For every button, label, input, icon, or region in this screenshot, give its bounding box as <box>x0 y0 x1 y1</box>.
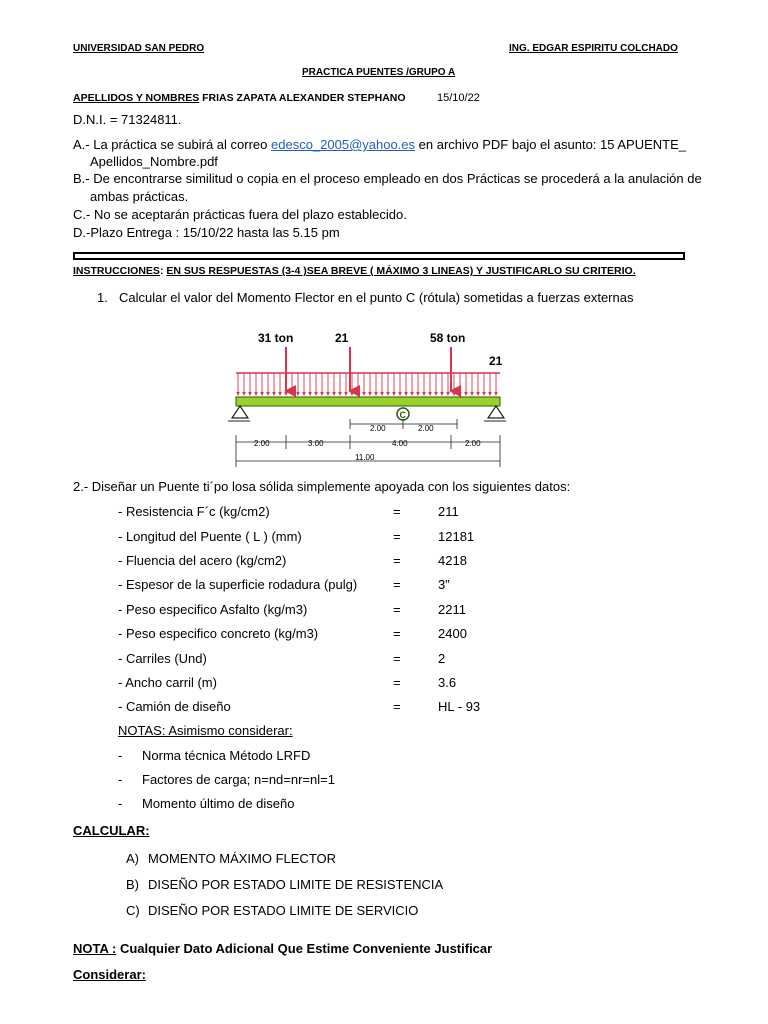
dni-line: D.N.I. = 71324811. <box>73 112 182 127</box>
dist-load-arrowhead <box>434 392 438 396</box>
dim-small-right: 2.00 <box>418 424 434 433</box>
calcular-item <box>126 877 444 892</box>
calcular-item <box>126 903 419 918</box>
separator-bar <box>73 252 685 260</box>
rule-d: D.-Plazo Entrega : 15/10/22 hasta las 5.15 pm <box>73 225 340 240</box>
instructions-text: EN SUS RESPUESTAS (3-4 )SEA BREVE ( MÁXIMO 3 LINEAS) Y JUSTIFICARLO SU CRITERIO. <box>166 265 636 277</box>
param-value: 3” <box>438 577 450 592</box>
professor-name: ING. EDGAR ESPIRITU COLCHADO <box>509 43 678 54</box>
param-row <box>118 553 467 568</box>
university-name: UNIVERSIDAD SAN PEDRO <box>73 43 205 54</box>
dist-load-arrowhead <box>440 392 444 396</box>
calcular-letter: B) <box>126 877 139 892</box>
dist-load-arrowhead <box>272 392 276 396</box>
dist-load-arrowhead <box>356 392 360 396</box>
dist-load-arrowhead <box>398 392 402 396</box>
beam <box>236 397 500 406</box>
dist-load-arrowhead <box>308 392 312 396</box>
note-text: Factores de carga; n=nd=nr=nl=1 <box>142 772 335 787</box>
dist-load-arrowhead <box>344 392 348 396</box>
param-value: HL - 93 <box>438 699 481 714</box>
dist-load-arrowhead <box>278 392 282 396</box>
param-row <box>118 577 450 592</box>
param-eq: = <box>393 577 401 592</box>
dim-label-3: 4.00 <box>392 439 408 448</box>
note-text: Momento último de diseño <box>142 796 295 811</box>
instructions <box>73 265 636 277</box>
dist-load-arrowhead <box>236 392 240 396</box>
dist-load-arrowhead <box>374 392 378 396</box>
dist-load-arrowhead <box>242 392 246 396</box>
note-text: Norma técnica Método LRFD <box>142 748 311 763</box>
email-link[interactable]: edesco_2005@yahoo.es <box>271 137 416 152</box>
dist-load-arrowhead <box>476 392 480 396</box>
page-title: PRACTICA PUENTES /GRUPO A <box>302 67 456 78</box>
dist-load-arrowhead <box>386 392 390 396</box>
dist-load-arrowhead <box>290 392 294 396</box>
param-value: 2 <box>438 651 446 666</box>
param-value: 2211 <box>438 602 466 617</box>
dim-label-1: 2.00 <box>254 439 270 448</box>
dim-label-4: 2.00 <box>465 439 481 448</box>
calcular-text: MOMENTO MÁXIMO FLECTOR <box>148 851 337 866</box>
dist-load-arrowhead <box>362 392 366 396</box>
q2-text: 2.- Diseñar un Puente ti´po losa sólida simplemente apoyada con los siguientes datos: <box>73 479 571 494</box>
note-item <box>118 772 335 787</box>
param-row <box>118 675 457 690</box>
param-eq: = <box>393 504 401 519</box>
param-row <box>118 699 481 714</box>
param-eq: = <box>393 626 401 641</box>
dist-load-arrowhead <box>302 392 306 396</box>
param-label: - Peso especifico Asfalto (kg/m3) <box>118 602 308 617</box>
dist-load-arrowhead <box>446 392 450 396</box>
student-name: FRIAS ZAPATA ALEXANDER STEPHANO <box>202 92 406 104</box>
dist-load-arrowhead <box>248 392 252 396</box>
param-eq: = <box>393 699 401 714</box>
notes-rest: Asimismo considerar: <box>165 723 293 738</box>
dist-load-arrowhead <box>350 392 354 396</box>
dist-load-arrowhead <box>422 392 426 396</box>
considerar-heading: Considerar: <box>73 967 146 982</box>
distributed-load-arrows <box>236 373 498 396</box>
dist-load-arrowhead <box>326 392 330 396</box>
param-label: - Espesor de la superficie rodadura (pulg) <box>118 577 358 592</box>
beam-diagram <box>220 325 525 470</box>
dist-load-arrowhead <box>260 392 264 396</box>
calcular-text: DISEÑO POR ESTADO LIMITE DE SERVICIO <box>148 903 419 918</box>
param-eq: = <box>393 651 401 666</box>
param-eq: = <box>393 602 401 617</box>
param-value: 4218 <box>438 553 467 568</box>
dist-load-arrowhead <box>404 392 408 396</box>
param-label: - Peso especifico concreto (kg/m3) <box>118 626 319 641</box>
dist-load-arrowhead <box>320 392 324 396</box>
calcular-letter: A) <box>126 851 139 866</box>
q1-text: Calcular el valor del Momento Flector en el punto C (rótula) sometidas a fuerzas externas <box>119 290 634 305</box>
rule-a-line2: Apellidos_Nombre.pdf <box>90 154 218 169</box>
dist-load-arrowhead <box>338 392 342 396</box>
dim-total-label: 11.00 <box>355 453 375 462</box>
dist-load-arrowhead <box>494 392 498 396</box>
note-dash: - <box>118 796 123 811</box>
param-row <box>118 602 466 617</box>
right-support-icon <box>488 406 504 418</box>
dist-load-arrowhead <box>428 392 432 396</box>
dist-load-arrowhead <box>416 392 420 396</box>
dist-load-arrowhead <box>266 392 270 396</box>
dim-label-2: 3.00 <box>308 439 324 448</box>
param-label: - Fluencia del acero (kg/cm2) <box>118 553 287 568</box>
rule-c: C.- No se aceptarán prácticas fuera del plazo establecido. <box>73 207 407 222</box>
left-support-icon <box>232 406 248 418</box>
dist-load-arrowhead <box>296 392 300 396</box>
param-label: - Ancho carril (m) <box>118 675 217 690</box>
dist-load-arrowhead <box>452 392 456 396</box>
dist-load-arrowhead <box>314 392 318 396</box>
student-date: 15/10/22 <box>437 92 480 104</box>
note-item <box>118 796 295 811</box>
param-label: - Camión de diseño <box>118 699 231 714</box>
dist-load-arrowhead <box>458 392 462 396</box>
dist-load-arrowhead <box>410 392 414 396</box>
dim-small-left: 2.00 <box>370 424 386 433</box>
note-dash: - <box>118 748 123 763</box>
calcular-letter: C) <box>126 903 140 918</box>
param-label: - Resistencia F´c (kg/cm2) <box>118 504 270 519</box>
note-dash: - <box>118 772 123 787</box>
calcular-item <box>126 851 337 866</box>
nota-line <box>73 941 492 956</box>
instructions-label: INSTRUCCIONES <box>73 265 160 277</box>
nota-label: NOTA : <box>73 941 117 956</box>
dist-load-label: 21 <box>489 354 503 368</box>
dist-load-arrowhead <box>368 392 372 396</box>
rule-a-subject: en archivo PDF bajo el asunto: 15 APUENTE_ <box>418 137 687 152</box>
dist-load-arrowhead <box>380 392 384 396</box>
param-eq: = <box>393 529 401 544</box>
student-line <box>73 92 406 104</box>
param-eq: = <box>393 675 401 690</box>
notes-label: NOTAS: <box>118 723 166 738</box>
param-row <box>118 626 467 641</box>
param-value: 3.6 <box>438 675 457 690</box>
param-label: - Carriles (Und) <box>118 651 207 666</box>
instructions-colon: : <box>159 265 164 277</box>
dist-load-arrowhead <box>284 392 288 396</box>
dist-load-arrowhead <box>464 392 468 396</box>
dist-load-arrowhead <box>332 392 336 396</box>
rule-a <box>73 137 686 152</box>
param-value: 12181 <box>438 529 475 544</box>
dist-load-arrowhead <box>254 392 258 396</box>
param-label: - Longitud del Puente ( L ) (mm) <box>118 529 302 544</box>
note-item <box>118 748 311 763</box>
param-row <box>118 651 446 666</box>
dist-load-arrowhead <box>488 392 492 396</box>
dist-load-arrowhead <box>392 392 396 396</box>
hinge-c-label: C <box>399 410 406 420</box>
rule-a-text: A.- La práctica se subirá al correo <box>73 137 268 152</box>
rule-b-line2: ambas prácticas. <box>90 189 189 204</box>
param-value: 211 <box>438 504 459 519</box>
q1-number: 1. <box>97 290 108 305</box>
dist-load-arrowhead <box>470 392 474 396</box>
load-left-label: 31 ton <box>258 331 294 345</box>
param-row <box>118 529 475 544</box>
notes-heading <box>118 723 293 738</box>
param-row <box>118 504 459 519</box>
rule-b: B.- De encontrarse similitud o copia en el proceso empleado en dos Prácticas se procederá a la anulación de <box>73 171 702 186</box>
student-label: APELLIDOS Y NOMBRES <box>73 92 200 104</box>
dist-load-arrowhead <box>482 392 486 396</box>
load-right-label: 58 ton <box>430 331 466 345</box>
param-eq: = <box>393 553 401 568</box>
param-value: 2400 <box>438 626 467 641</box>
nota-text: Cualquier Dato Adicional Que Estime Conveniente Justificar <box>116 941 493 956</box>
calcular-text: DISEÑO POR ESTADO LIMITE DE RESISTENCIA <box>148 877 444 892</box>
calcular-heading: CALCULAR: <box>73 823 150 838</box>
load-mid-label: 21 <box>335 331 349 345</box>
